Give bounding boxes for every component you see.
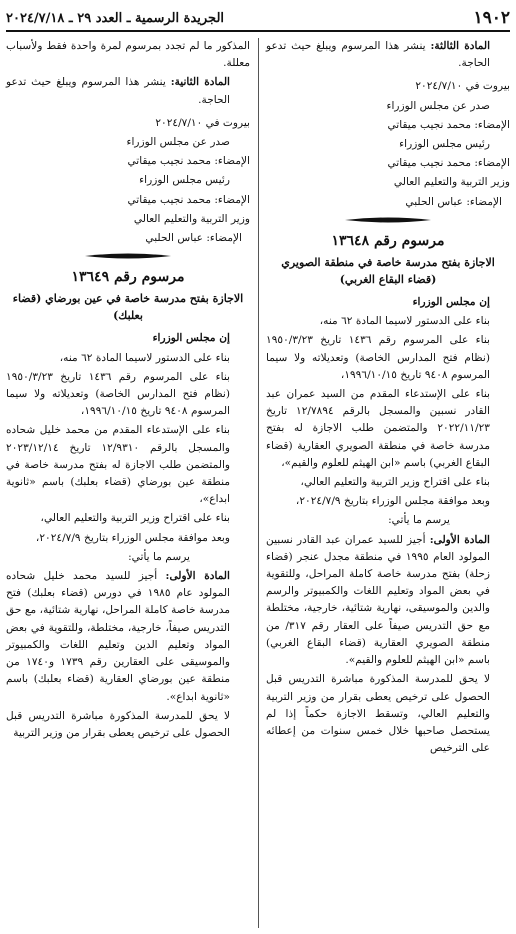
decree-title: مرسوم رقم ١٣٦٤٩ <box>71 269 185 286</box>
continuation: المذكور ما لم تجدد بمرسوم لمرة واحدة فقط ولأسباب معللة. <box>6 40 250 70</box>
whereas-3: بناء على الإستدعاء المقدم من محمد خليل شحاده والمسجل بالرقم ١٢/٩٣١٠ تاريخ ٢٠٢٣/١٢/١٤ والمتضمن طلب الاجازة له بفتح مدرسة خاصة في منطقة عين بورضاي (قضاء بعلبك) باسم «ثانوية ابداع»، <box>6 424 230 506</box>
minister-title: وزير التربية والتعليم العالي <box>393 176 510 189</box>
page-number: ١٩٠٢ <box>473 8 510 28</box>
signature-pm-2: الإمضاء: محمد نجيب ميقاتي <box>387 157 510 170</box>
council-heading: إن مجلس الوزراء <box>152 332 230 345</box>
whereas-3: بناء على الإستدعاء المقدم من السيد عمران عبد القادر نسبين والمسجل بالرقم ١٢/٧٨٩٤ تاريخ ٢٠٢٢/١١/٢٣ والمتضمن طلب الاجازة له بفتح مدرسة خاصة في منطقة الصويري العقارية (قضاء البقاع الغربي) باسم «ابن الهيثم للعلوم والقيم»، <box>266 388 490 469</box>
final-clause: لا يحق للمدرسة المذكورة مباشرة التدريس قبل الحصول على ترخيص يعطى بقرار من وزير التربية <box>6 709 230 739</box>
whereas-4: بناء على اقتراح وزير التربية والتعليم العالي، <box>300 476 490 489</box>
whereas-2: بناء على المرسوم رقم ١٤٣٦ تاريخ ١٩٥٠/٣/٢٣ (نظام فتح المدارس الخاصة) وتعديلاته ولا سيما المرسوم ٩٤٠٨ تاريخ ١٩٩٦/١٠/١٥، <box>6 370 230 418</box>
article-3: المادة الثالثة: ينشر هذا المرسوم ويبلغ حيث تدعو الحاجة. <box>266 40 491 70</box>
final-clause: لا يحق للمدرسة المذكورة مباشرة التدريس قبل الحصول على ترخيص يعطى بقرار من وزير التربية والتعليم العالي، وتسقط الاجازة حكماً إذا لم يستحصل صاحبها خلال خمس سنوات من إعطائه على الترخيص <box>266 673 490 755</box>
whereas-2: بناء على المرسوم رقم ١٤٣٦ تاريخ ١٩٥٠/٣/٢٣ (نظام فتح المدارس الخاصة) وتعديلاته ولا سيما المرسوم ٩٤٠٨ تاريخ ١٩٩٦/١٠/١٥، <box>266 334 490 381</box>
decrees-line: يرسم ما يأتي: <box>388 514 450 527</box>
decree-subtitle: الاجازة بفتح مدرسة خاصة في منطقة الصويري (قضاء البقاع الغربي) <box>281 256 495 287</box>
whereas-5: وبعد موافقة مجلس الوزراء بتاريخ ٢٠٢٤/٧/٩، <box>295 495 490 508</box>
swoosh-divider <box>83 251 173 261</box>
minister-title: وزير التربية والتعليم العالي <box>133 212 250 225</box>
signature-pm: الإمضاء: محمد نجيب ميقاتي <box>387 118 510 131</box>
issued-by: صدر عن مجلس الوزراء <box>386 99 490 112</box>
whereas-5: وبعد موافقة مجلس الوزراء بتاريخ ٢٠٢٤/٧/٩، <box>35 531 230 544</box>
signature-pm: الإمضاء: محمد نجيب ميقاتي <box>127 155 250 168</box>
left-column <box>6 38 250 930</box>
page-header <box>6 6 510 32</box>
signing-date: بيروت في ٢٠٢٤/٧/١٠ <box>415 80 510 93</box>
whereas-1: بناء على الدستور لاسيما المادة ٦٢ منه، <box>59 351 230 364</box>
pm-title: رئيس مجلس الوزراء <box>139 174 230 187</box>
gazette-title: الجريدة الرسمية ـ العدد ٢٩ ـ ٢٠٢٤/٧/١٨ <box>6 10 225 26</box>
whereas-4: بناء على اقتراح وزير التربية والتعليم العالي، <box>40 512 230 525</box>
decree-subtitle: الاجازة بفتح مدرسة خاصة في عين بورضاي (قضاء بعلبك) <box>12 292 244 323</box>
issued-by: صدر عن مجلس الوزراء <box>126 136 230 149</box>
article-1: المادة الأولى: أجيز للسيد عمران عبد القادر نسبين المولود العام ١٩٩٥ في منطقة مجدل عنجر (قضاء زحلة) بفتح مدرسة خاصة كاملة المراحل، وللتقوية في بعض المواد وتعليم اللغات والكمبيوتر والرسم والدين والموسيقى، نهارية شتائية، خارجية، مختلطة مع حق التدريس صيفاً على العقار رقم ٣١٧/ من منطقة الصويري العقارية (قضاء البقاع الغربي) باسم «ابن الهيثم للعلوم والقيم». <box>266 533 490 667</box>
article-2: المادة الثانية: ينشر هذا المرسوم ويبلغ حيث تدعو الحاجة. <box>6 76 231 106</box>
signature-pm-2: الإمضاء: محمد نجيب ميقاتي <box>127 193 250 206</box>
signature-minister: الإمضاء: عباس الحلبي <box>145 232 242 245</box>
column-divider <box>258 38 259 928</box>
pm-title: رئيس مجلس الوزراء <box>399 138 490 151</box>
council-heading: إن مجلس الوزراء <box>412 296 490 309</box>
whereas-1: بناء على الدستور لاسيما المادة ٦٢ منه، <box>319 315 490 328</box>
signing-date: بيروت في ٢٠٢٤/٧/١٠ <box>155 116 250 129</box>
decree-title: مرسوم رقم ١٣٦٤٨ <box>331 232 445 249</box>
signature-minister: الإمضاء: عباس الحلبي <box>405 195 502 208</box>
swoosh-divider <box>343 215 433 225</box>
right-column <box>266 38 510 930</box>
decrees-line: يرسم ما يأتي: <box>128 550 190 563</box>
article-1: المادة الأولى: أجيز للسيد محمد خليل شحاده المولود عام ١٩٨٥ في دورس (قضاء بعلبك) فتح مدرسة خاصة كاملة المراحل، نهارية شتائية، مع حق التدريس صيفاً، خارجية، مختلطة، وللتقوية في بعض المواد وتعليم الدين وتعليم اللغات والكمبيوتر والموسيقى على العقارين رقم ١٧٣٩ و١٧٤٠ من منطقة عين بورضاي العقارية (قضاء بعلبك) باسم «ثانوية ابداع». <box>6 570 230 703</box>
